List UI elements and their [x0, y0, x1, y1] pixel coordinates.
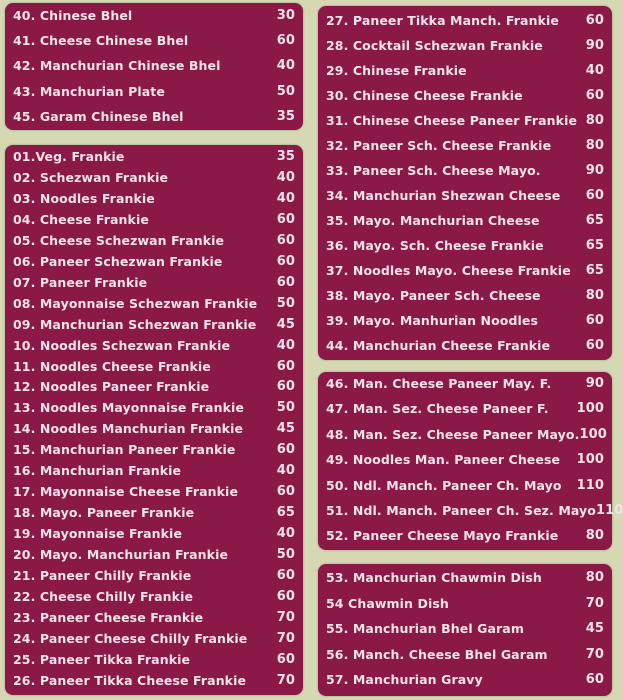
menu-item [13, 84, 295, 99]
menu-item-name: 18. Mayo. Paneer Frankie [13, 505, 195, 521]
menu-item-name: 45. Garam Chinese Bhel [13, 108, 184, 124]
menu-item [326, 163, 604, 178]
menu-item [13, 8, 295, 23]
menu-item [326, 672, 604, 687]
menu-item-price: 110 [595, 503, 623, 518]
menu-item [326, 647, 604, 662]
menu-item-name: 52. Paneer Cheese Mayo Frankie [326, 528, 559, 544]
menu-item-price: 70 [276, 672, 295, 688]
menu-item [13, 547, 295, 562]
menu-item [13, 505, 295, 520]
menu-item-name: 31. Chinese Cheese Paneer Frankie [326, 113, 578, 128]
menu-item [13, 359, 295, 374]
menu-panel-special-frankie [318, 372, 623, 550]
menu-item [13, 631, 295, 646]
menu-item-price: 60 [276, 568, 295, 583]
menu-item [13, 673, 295, 688]
menu-item-name: 06. Paneer Schezwan Frankie [13, 253, 223, 269]
menu-item-price: 50 [276, 83, 295, 99]
menu-item-name: 51. Ndl. Manch. Paneer Ch. Sez. Mayo [326, 503, 596, 518]
menu-item-name: 25. Paneer Tikka Frankie [13, 651, 191, 667]
menu-item-price: 60 [585, 313, 604, 328]
menu-item-name: 38. Mayo. Paneer Sch. Cheese [326, 288, 541, 303]
menu-item-name: 04. Cheese Frankie [13, 211, 149, 227]
menu-item-price: 60 [276, 274, 295, 290]
menu-item [326, 596, 604, 611]
menu-item-price: 65 [585, 213, 604, 228]
menu-item [326, 88, 604, 103]
menu-item [326, 503, 623, 518]
menu-item-price: 60 [276, 484, 295, 500]
menu-item-name: 27. Paneer Tikka Manch. Frankie [326, 13, 559, 28]
menu-item-name: 16. Manchurian Frankie [13, 463, 182, 479]
menu-item-name: 30. Chinese Cheese Frankie [326, 88, 523, 103]
menu-item-name: 11. Noodles Cheese Frankie [13, 358, 211, 374]
menu-item [326, 570, 604, 585]
menu-item [326, 376, 604, 391]
menu-panel-dishes [318, 564, 612, 696]
menu-item-name: 01.Veg. Frankie [13, 149, 125, 164]
menu-item [13, 212, 295, 227]
menu-item-name: 50. Ndl. Manch. Paneer Ch. Mayo [326, 477, 562, 493]
menu-item [13, 33, 295, 48]
menu-item-price: 50 [276, 295, 295, 311]
menu-item-name: 03. Noodles Frankie [13, 190, 155, 206]
menu-item [326, 313, 604, 328]
menu-item-price: 110 [576, 477, 604, 493]
menu-item-price: 60 [276, 379, 295, 395]
menu-item-price: 40 [276, 526, 295, 542]
menu-item [326, 452, 604, 467]
menu-item-price: 65 [585, 238, 604, 253]
menu-item-price: 80 [585, 138, 604, 153]
menu-item [326, 13, 604, 28]
menu-item-name: 21. Paneer Chilly Frankie [13, 568, 192, 583]
menu-item [13, 652, 295, 667]
menu-item [13, 338, 295, 353]
menu-item [326, 288, 604, 303]
menu-item [326, 426, 607, 442]
menu-item-price: 40 [276, 58, 295, 74]
menu-item-price: 70 [585, 595, 604, 611]
menu-item [13, 442, 295, 457]
menu-item-name: 08. Mayonnaise Schezwan Frankie [13, 295, 258, 311]
menu-item-name: 12. Noodles Paneer Frankie [13, 379, 210, 395]
menu-item-price: 80 [585, 528, 604, 544]
menu-item-name: 42. Manchurian Chinese Bhel [13, 58, 221, 74]
menu-item-name: 57. Manchurian Gravy [326, 672, 483, 687]
menu-item [326, 338, 604, 353]
menu-item-name: 29. Chinese Frankie [326, 63, 467, 78]
menu-item-name: 53. Manchurian Chawmin Dish [326, 570, 542, 585]
menu-item-price: 35 [276, 108, 295, 124]
menu-item-name: 26. Paneer Tikka Cheese Frankie [13, 672, 247, 688]
menu-item-name: 37. Noodles Mayo. Cheese Frankie [326, 263, 571, 278]
menu-item [13, 379, 295, 394]
menu-item [13, 484, 295, 499]
menu-item-name: 46. Man. Cheese Paneer May. F. [326, 376, 552, 391]
menu-item-name: 35. Mayo. Manchurian Cheese [326, 213, 540, 228]
menu-item-name: 33. Paneer Sch. Cheese Mayo. [326, 163, 541, 178]
menu-panel-frankie-2 [318, 6, 612, 360]
menu-item-name: 34. Manchurian Shezwan Cheese [326, 188, 561, 203]
menu-item [326, 401, 604, 416]
menu-item [13, 170, 295, 185]
menu-item-price: 60 [585, 188, 604, 203]
menu-item-price: 70 [585, 646, 604, 662]
menu-item-name: 17. Mayonnaise Cheese Frankie [13, 484, 239, 500]
menu-item-price: 40 [276, 463, 295, 479]
menu-item-name: 15. Manchurian Paneer Frankie [13, 442, 236, 458]
menu-item-price: 60 [276, 588, 295, 604]
menu-item-name: 09. Manchurian Schezwan Frankie [13, 316, 257, 332]
menu-item-name: 28. Cocktail Schezwan Frankie [326, 38, 543, 53]
menu-item-price: 70 [276, 630, 295, 646]
menu-item-price: 60 [585, 88, 604, 103]
menu-item [13, 568, 295, 583]
menu-item-price: 100 [579, 426, 607, 442]
menu-item [13, 421, 295, 436]
menu-item-price: 80 [585, 288, 604, 303]
menu-item-price: 60 [276, 358, 295, 374]
menu-item-name: 54 Chawmin Dish [326, 595, 449, 611]
menu-item-price: 45 [585, 621, 604, 636]
menu-item-price: 35 [276, 149, 295, 164]
menu-item [13, 109, 295, 124]
menu-item [13, 463, 295, 478]
menu-item-name: 22. Cheese Chilly Frankie [13, 588, 194, 604]
menu-item-price: 60 [276, 232, 295, 248]
menu-item-name: 14. Noodles Manchurian Frankie [13, 421, 244, 437]
menu-item-name: 32. Paneer Sch. Cheese Frankie [326, 138, 552, 153]
menu-item [13, 149, 295, 164]
menu-item-price: 60 [585, 13, 604, 28]
menu-item [13, 58, 295, 73]
menu-item-price: 70 [276, 609, 295, 625]
menu-item-name: 36. Mayo. Sch. Cheese Frankie [326, 238, 544, 253]
menu-item-price: 40 [276, 190, 295, 206]
menu-item-price: 60 [585, 672, 604, 687]
menu-item [326, 38, 604, 53]
menu-item-name: 02. Schezwan Frankie [13, 169, 169, 185]
menu-item-price: 60 [585, 338, 604, 353]
menu-item [13, 254, 295, 269]
menu-item [13, 610, 295, 625]
menu-item-name: 24. Paneer Cheese Chilly Frankie [13, 630, 248, 646]
menu-item-name: 47. Man. Sez. Cheese Paneer F. [326, 401, 549, 417]
menu-item-price: 90 [585, 163, 604, 178]
menu-item-price: 60 [276, 33, 295, 49]
menu-item [326, 528, 604, 543]
menu-item [13, 275, 295, 290]
menu-item [13, 589, 295, 604]
menu-item [326, 63, 604, 78]
menu-item-price: 40 [276, 169, 295, 185]
menu-item-name: 39. Mayo. Manhurian Noodles [326, 313, 539, 328]
menu-item-name: 13. Noodles Mayonnaise Frankie [13, 400, 244, 416]
menu-item-name: 40. Chinese Bhel [13, 8, 133, 23]
menu-item-price: 80 [585, 113, 604, 128]
menu-item-price: 50 [276, 547, 295, 563]
menu-item-name: 48. Man. Sez. Cheese Paneer Mayo. [326, 426, 580, 442]
menu-item [326, 188, 604, 203]
menu-item-price: 60 [276, 442, 295, 458]
menu-panel-chinese-bhel [5, 3, 303, 130]
menu-item-price: 90 [585, 376, 604, 391]
menu-item [13, 191, 295, 206]
menu-item-price: 90 [585, 38, 604, 53]
menu-item-price: 80 [585, 570, 604, 585]
menu-item-price: 65 [276, 505, 295, 521]
menu-item-price: 45 [276, 421, 295, 437]
menu-item-name: 44. Manchurian Cheese Frankie [326, 338, 551, 353]
menu-item-price: 50 [276, 400, 295, 416]
menu-item-name: 49. Noodles Man. Paneer Cheese [326, 452, 561, 468]
menu-item [13, 400, 295, 415]
menu-item [326, 213, 604, 228]
menu-item-price: 60 [276, 651, 295, 667]
menu-item-price: 40 [276, 337, 295, 353]
menu-item-price: 40 [585, 63, 604, 78]
menu-item [326, 238, 604, 253]
menu-item-price: 45 [276, 316, 295, 332]
menu-item-name: 20. Mayo. Manchurian Frankie [13, 547, 229, 563]
menu-item-name: 23. Paneer Cheese Frankie [13, 609, 204, 625]
menu-item-name: 41. Cheese Chinese Bhel [13, 33, 189, 49]
menu-item [326, 138, 604, 153]
menu-item-price: 100 [576, 401, 604, 417]
menu-item [13, 296, 295, 311]
menu-item-name: 55. Manchurian Bhel Garam [326, 621, 524, 636]
menu-item [326, 621, 604, 636]
menu-item-price: 65 [585, 263, 604, 278]
menu-panel-frankie-1 [5, 145, 303, 695]
menu-item [326, 478, 604, 493]
menu-item-price: 60 [276, 253, 295, 269]
menu-item-name: 19. Mayonnaise Frankie [13, 526, 183, 542]
menu-item [13, 233, 295, 248]
menu-item-name: 43. Manchurian Plate [13, 83, 165, 99]
menu-item [326, 113, 604, 128]
menu-item [326, 263, 604, 278]
menu-item-name: 07. Paneer Frankie [13, 274, 148, 290]
menu-item-name: 10. Noodles Schezwan Frankie [13, 337, 231, 353]
menu-item-price: 30 [276, 8, 295, 23]
menu-item-price: 100 [576, 452, 604, 468]
menu-item-name: 05. Cheese Schezwan Frankie [13, 232, 225, 248]
menu-item-price: 60 [276, 211, 295, 227]
menu-item [13, 526, 295, 541]
menu-item-name: 56. Manch. Cheese Bhel Garam [326, 646, 548, 662]
menu-item [13, 317, 295, 332]
